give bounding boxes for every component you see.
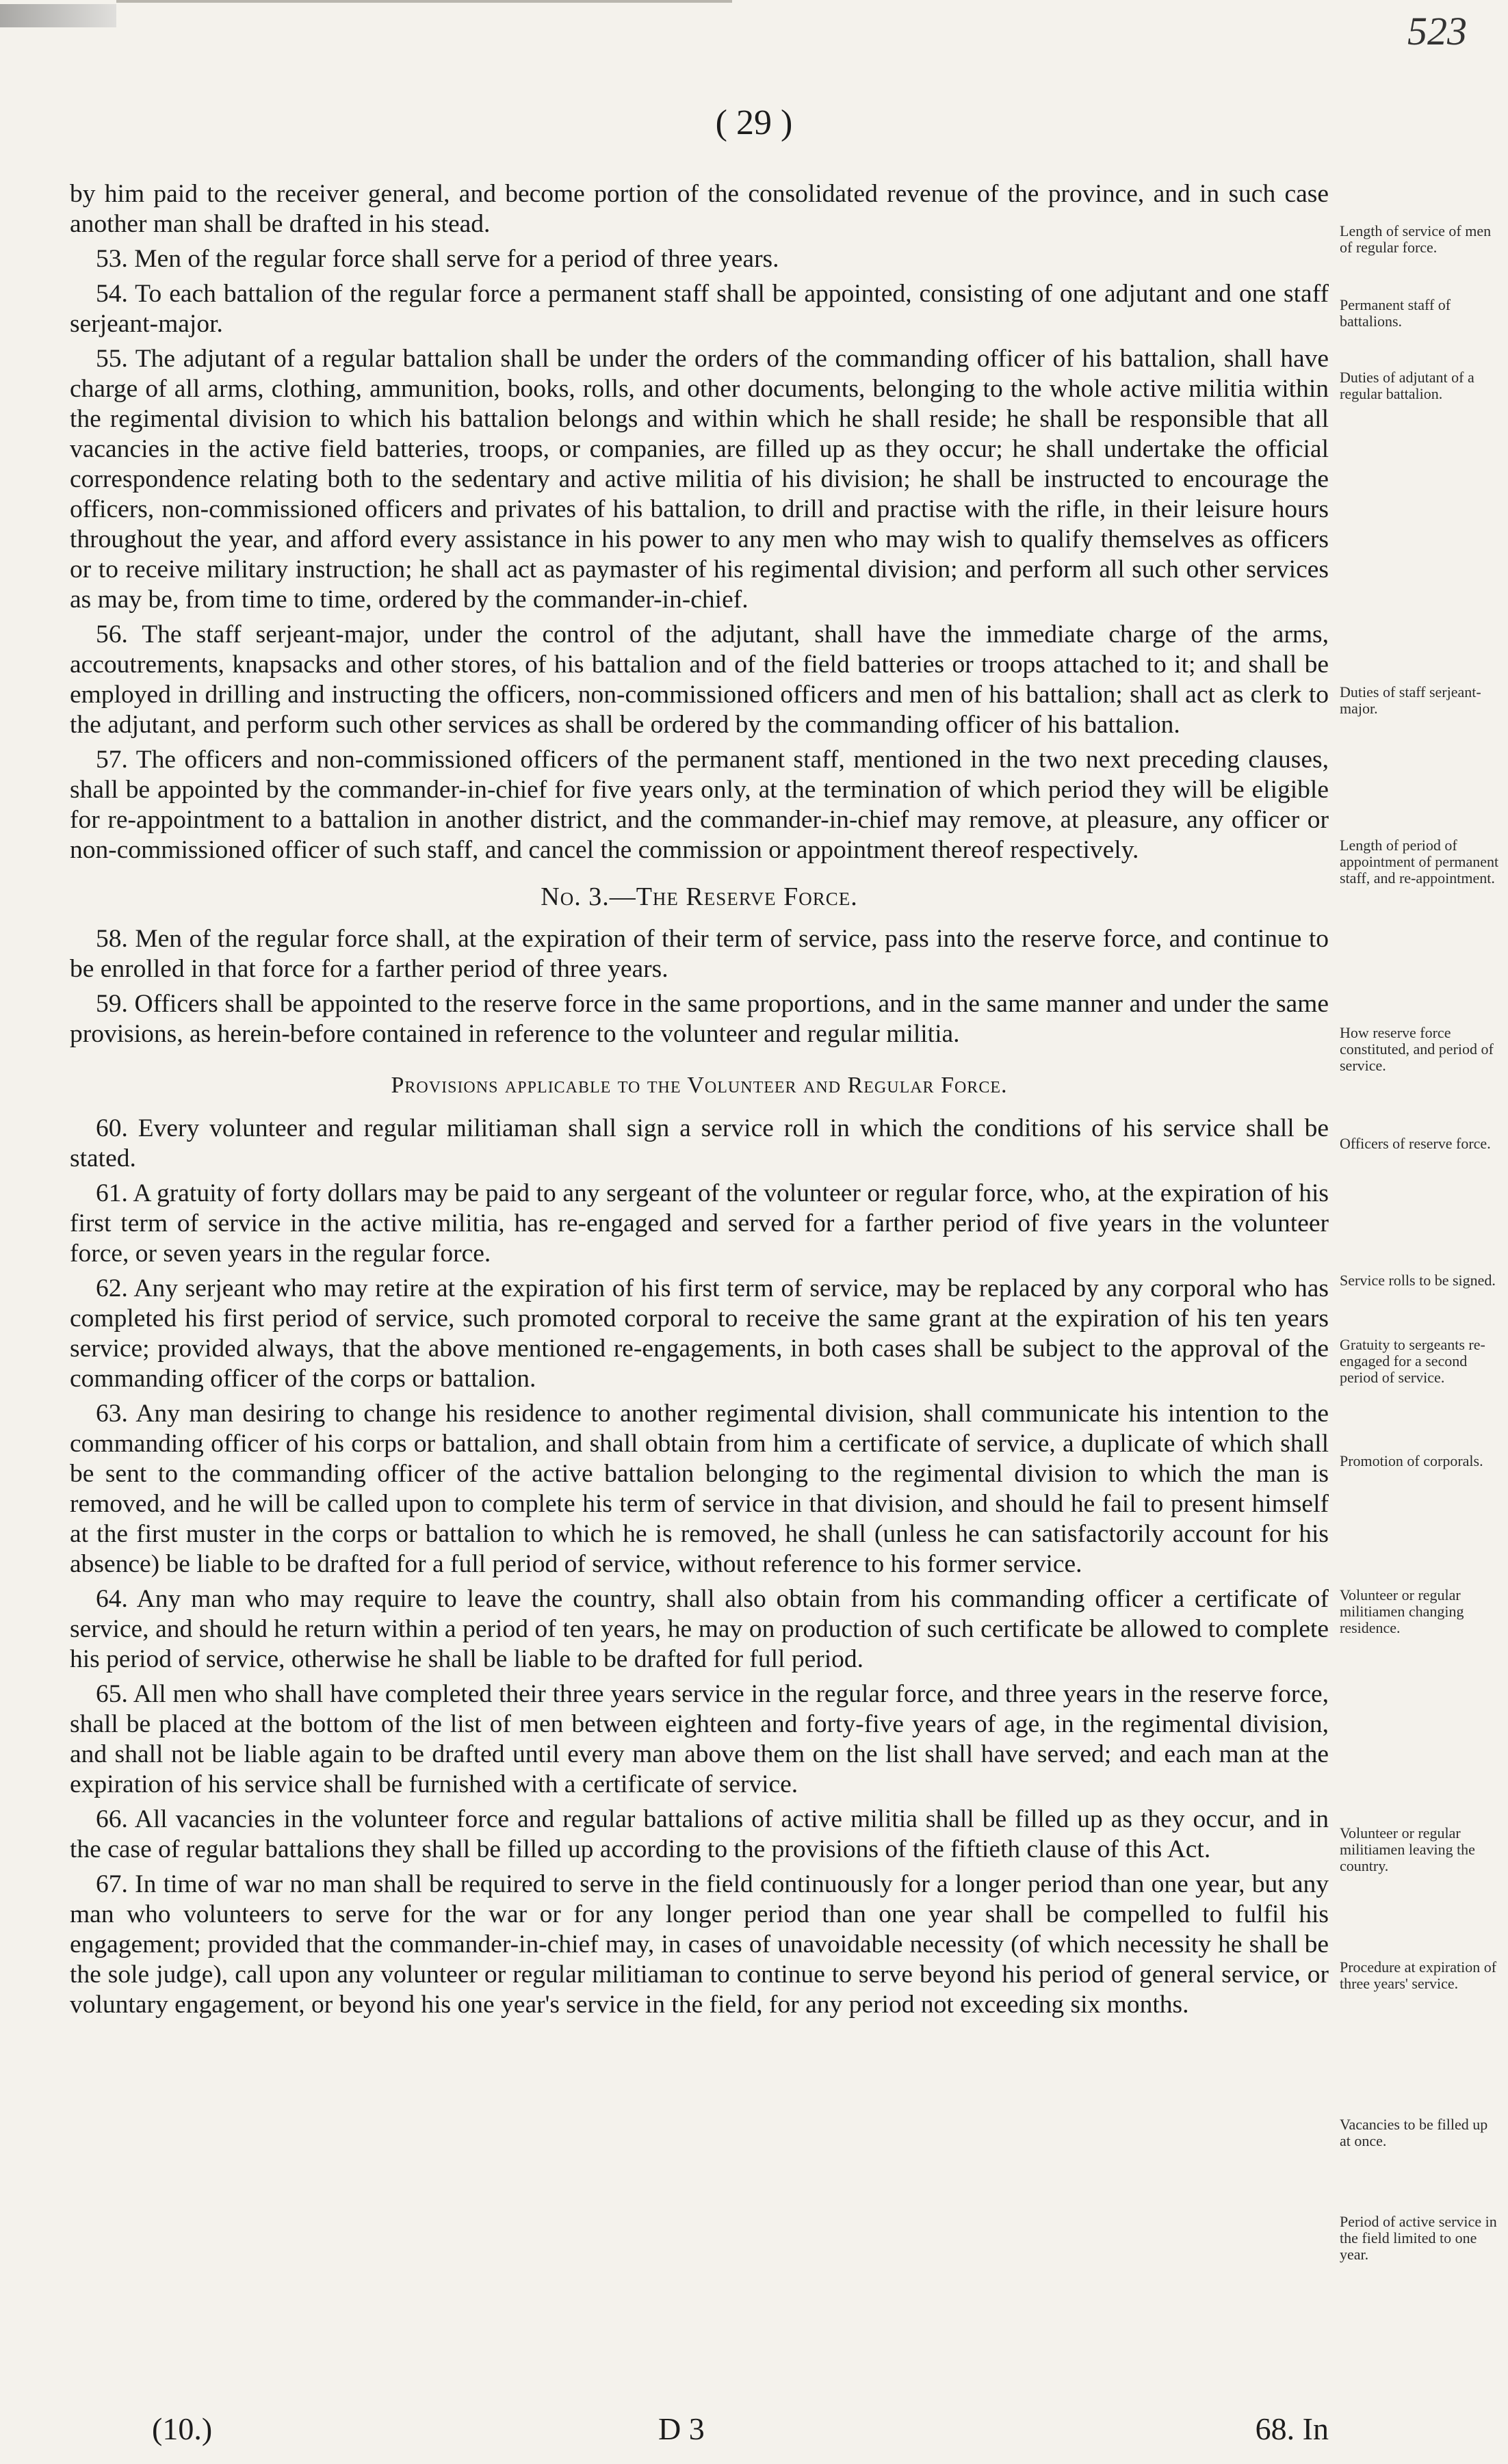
scan-corner-mark [0, 4, 116, 27]
margin-note-duties-of-adjutant: Duties of adjutant of a regular battalion. [1340, 369, 1474, 402]
margin-note-promotion-of-corporals: Promotion of corporals. [1340, 1452, 1483, 1469]
margin-note-period-of-active-service: Period of active service in the field limited to one year. [1340, 2213, 1497, 2263]
handwritten-folio-number: 523 [1407, 9, 1467, 53]
margin-note-leaving-country: Volunteer or regular militiamen leaving the country. [1340, 1824, 1475, 1874]
paragraph-66: 66. All vacancies in the volunteer force and regular battalions of active militia shall be filled up as they occur, and in the case of regular battalions they shall be filled up according to the provisions of the fiftieth clause of this Act. [70, 1805, 1329, 1863]
margin-note-officers-reserve-force: Officers of reserve force. [1340, 1135, 1491, 1152]
paragraph-59: 59. Officers shall be appointed to the reserve force in the same proportions, and in the same manner and under the same provisions, as herein-before contained in reference to the volunteer and regular militia. [70, 990, 1329, 1048]
subheading-volunteer-regular-provisions: Provisions applicable to the Volunteer and Regular Force. [391, 1073, 1008, 1098]
paragraph-54: 54. To each battalion of the regular force a permanent staff shall be appointed, consisting of one adjutant and one staff serjeant-major. [70, 280, 1329, 338]
paragraph-60: 60. Every volunteer and regular militiaman shall sign a service roll in which the conditions of his service shall be stated. [70, 1114, 1329, 1172]
paragraph-61: 61. A gratuity of forty dollars may be paid to any sergeant of the volunteer or regular force, who, at the expiration of his first term of service in the active militia, has re-engaged and served for a farther period of five years in the volunteer force, or seven years in the regular force. [70, 1179, 1329, 1268]
margin-note-service-rolls: Service rolls to be signed. [1340, 1272, 1496, 1289]
footer-catchword: 68. In [1255, 2411, 1329, 2446]
paragraph-67: 67. In time of war no man shall be required to serve in the field continuously for a longer period than one year, but any man who volunteers to serve for the war or for any longer period than one year shall be compelled to fulfil his engagement; provided that the commander-in-chief may, in cases of unavoidable necessity (of which necessity he shall be the sole judge), call upon any volunteer or regular militiaman to continue to serve beyond his period of general service, or voluntary engagement, or beyond his one year's service in the field, for any period not exceeding six months. [70, 1870, 1329, 2019]
margin-note-procedure-expiration: Procedure at expiration of three years' service. [1340, 1958, 1497, 1992]
paragraph-58: 58. Men of the regular force shall, at the expiration of their term of service, pass into the reserve force, and continue to be enrolled in that force for a farther period of three years. [70, 925, 1329, 983]
margin-note-changing-residence: Volunteer or regular militiamen changing residence. [1340, 1586, 1464, 1636]
section-heading-reserve-force: No. 3.—The Reserve Force. [541, 882, 858, 911]
paragraph-55: 55. The adjutant of a regular battalion shall be under the orders of the commanding officer of his battalion, shall have charge of all arms, clothing, ammunition, books, rolls, and other documents, belonging to the whole active militia within the regimental division to which his battalion belongs and within which he shall reside; he shall be responsible that all vacancies in the active field batteries, troops, or companies, are filled up as they occur; he shall undertake the official correspondence relating both to the sedentary and active militia of his division; he shall be instructed to encourage the officers, non-commissioned officers and privates of his battalion, to drill and practise with the rifle, in their leisure hours throughout the year, and afford every assistance in his power to any men who may wish to qualify themselves as officers or to receive military instruction; he shall act as paymaster of his regimental division; and perform all such other services as may be, from time to time, ordered by the commander-in-chief. [70, 345, 1329, 614]
paragraph-53: 53. Men of the regular force shall serve for a period of three years. [96, 245, 779, 273]
footer-signature-mark: D 3 [658, 2411, 705, 2446]
margin-note-gratuity: Gratuity to sergeants re-engaged for a second period of service. [1340, 1336, 1485, 1386]
page-footer [70, 2411, 1329, 2452]
paragraph-57: 57. The officers and non-commissioned officers of the permanent staff, mentioned in the two next preceding clauses, shall be appointed by the commander-in-chief for five years only, at the termination of which period they will be eligible for re-appointment to a battalion in another district, and the commander-in-chief may remove, at pleasure, any officer or non-commissioned officer of such staff, and cancel the commission or appointment thereof respectively. [70, 746, 1329, 864]
paragraph-63: 63. Any man desiring to change his residence to another regimental division, shall communicate his intention to the commanding officer of his corps or battalion, and shall obtain from him a certificate of service, a duplicate of which shall be sent to the commanding officer of the active battalion belonging to the regimental division to which the man is removed, and he will be called upon to complete his term of service in that division, and should he fail to present himself at the first muster in the corps or battalion to which he is removed, he shall (unless he can satisfactorily account for his absence) be liable to be drafted for a full period of service, without reference to his former service. [70, 1400, 1329, 1578]
margin-note-permanent-staff: Permanent staff of battalions. [1340, 296, 1451, 330]
footer-signature-number: (10.) [152, 2411, 213, 2446]
page-number: ( 29 ) [715, 103, 793, 142]
paragraph-65: 65. All men who shall have completed their three years service in the regular force, and three years in the reserve force, shall be placed at the bottom of the list of men between eighteen and forty-five years of age, in the regimental division, and shall not be liable again to be drafted until every man above them on the list shall have served; and each man at the expiration of his service shall be furnished with a certificate of service. [70, 1680, 1329, 1798]
paragraph-64: 64. Any man who may require to leave the country, shall also obtain from his commanding officer a certificate of service, and should he return within a period of ten years, he may on production of such certificate be allowed to complete his period of service, otherwise he shall be liable to be drafted for full period. [70, 1585, 1329, 1673]
paragraph-62: 62. Any serjeant who may retire at the expiration of his first term of service, may be replaced by any corporal who has completed his first period of service, such promoted corporal to receive the same grant at the expiration of his ten years service; provided always, that the above mentioned re-engagements, in both cases shall be subject to the approval of the commanding officer of the corps or battalion. [70, 1274, 1329, 1393]
paragraph-52-continuation: by him paid to the receiver general, and become portion of the consolidated revenue of the province, and in such case another man shall be drafted in his stead. [70, 180, 1329, 238]
margin-note-length-of-service: Length of service of men of regular force. [1340, 222, 1492, 256]
scan-top-edge [116, 0, 732, 3]
document-body [70, 179, 1329, 2025]
paragraph-56: 56. The staff serjeant-major, under the control of the adjutant, shall have the immediate charge of the arms, accoutrements, knapsacks and other stores, of his battalion and of the field batteries or troops attached to it; and shall be employed in drilling and instructing the officers, non-commissioned officers and men of his battalion; shall act as clerk to the adjutant, and perform such other services as shall be ordered by the commanding officer of his battalion. [70, 620, 1329, 739]
margin-note-duties-of-staff-serjeant: Duties of staff serjeant-major. [1340, 683, 1481, 717]
margin-note-length-of-appointment: Length of period of appointment of permanent staff, and re-appointment. [1340, 837, 1499, 887]
margin-note-vacancies: Vacancies to be filled up at once. [1340, 2116, 1488, 2149]
margin-note-reserve-force-constituted: How reserve force constituted, and period of service. [1340, 1024, 1494, 1074]
